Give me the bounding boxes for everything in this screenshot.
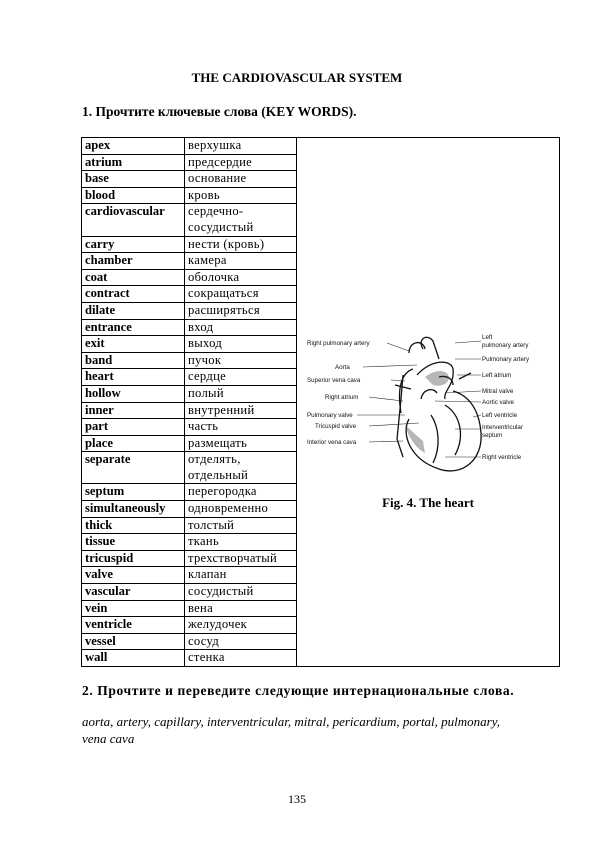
- translation-line: предсердие: [188, 154, 253, 169]
- label-left-atrium: Left atrium: [482, 371, 512, 379]
- russian-translation: [185, 171, 297, 188]
- translation-line: нести (кровь): [188, 236, 265, 251]
- english-term: contract: [82, 286, 185, 303]
- russian-translation: [185, 517, 297, 534]
- figure-labels-left: [307, 340, 370, 446]
- english-term: wall: [82, 650, 185, 667]
- translation-line: верхушка: [188, 138, 242, 152]
- english-term: apex: [82, 138, 185, 155]
- translation-line: пучок: [188, 352, 222, 367]
- english-term: tricuspid: [82, 550, 185, 567]
- translation-line: трехстворчатый: [188, 550, 278, 565]
- translation-line: перегородка: [188, 484, 257, 499]
- international-words: aorta, artery, capillary, interventricular, mitral, pericardium, portal, pulmonary, vena cava: [82, 714, 501, 746]
- translation-line: одновременно: [188, 501, 269, 516]
- english-term: thick: [82, 517, 185, 534]
- figure-caption: Fig. 4. The heart: [382, 494, 474, 510]
- english-term: chamber: [82, 253, 185, 270]
- translation-line: сердце: [188, 369, 227, 384]
- english-term: valve: [82, 567, 185, 584]
- russian-translation: [185, 419, 297, 436]
- english-term: tissue: [82, 534, 185, 551]
- english-term: band: [82, 352, 185, 369]
- english-term: carry: [82, 236, 185, 253]
- russian-translation: [185, 501, 297, 518]
- translation-line: клапан: [188, 567, 227, 582]
- label-aorta: Aorta: [335, 363, 350, 371]
- russian-translation: [185, 319, 297, 336]
- translation-line: кровь: [188, 187, 220, 202]
- label-right-pulmonary-artery: Right pulmonary artery: [307, 339, 370, 347]
- heart-drawing: [395, 337, 481, 471]
- figure-cell: [297, 138, 560, 667]
- translation-line: сердечно-: [188, 204, 244, 219]
- translation-line: оболочка: [188, 269, 240, 284]
- english-term: entrance: [82, 319, 185, 336]
- russian-translation: [185, 187, 297, 204]
- english-term: cardiovascular: [82, 204, 185, 236]
- label-pulmonary-artery: Pulmonary artery: [482, 355, 530, 363]
- russian-translation: [185, 138, 297, 155]
- russian-translation: [185, 204, 297, 236]
- label-superior-vena-cava: Superior vena cava: [307, 376, 361, 384]
- translation-line: стенка: [188, 650, 225, 665]
- russian-translation: [185, 435, 297, 452]
- translation-line: вена: [188, 600, 213, 615]
- english-term: vessel: [82, 633, 185, 650]
- english-term: coat: [82, 269, 185, 286]
- label-right-atrium: Right atrium: [325, 393, 359, 401]
- english-term: heart: [82, 369, 185, 386]
- english-term: inner: [82, 402, 185, 419]
- heart-diagram: [305, 329, 555, 479]
- heart-shading: [405, 371, 449, 453]
- page-number: 135: [288, 792, 306, 806]
- english-term: separate: [82, 452, 185, 484]
- translation-line: сосудистый: [188, 584, 254, 599]
- russian-translation: [185, 550, 297, 567]
- english-term: ventricle: [82, 617, 185, 634]
- english-term: place: [82, 435, 185, 452]
- translation-line: толстый: [188, 517, 235, 532]
- english-term: septum: [82, 484, 185, 501]
- label-mitral-valve: Mitral valve: [482, 387, 514, 395]
- translation-line: сосудистый: [188, 219, 254, 234]
- russian-translation: [185, 253, 297, 270]
- russian-translation: [185, 484, 297, 501]
- russian-translation: [185, 269, 297, 286]
- translation-line: отдельный: [188, 467, 249, 482]
- heart-figure: [297, 139, 559, 666]
- russian-translation: [185, 584, 297, 601]
- label-pulmonary-valve: Pulmonary valve: [307, 411, 353, 419]
- section-1-heading: 1. Прочтите ключевые слова (KEY WORDS).: [82, 104, 357, 119]
- english-term: hollow: [82, 385, 185, 402]
- label-left-pulmonary-artery-line1: Left: [482, 333, 493, 341]
- section-2-heading: 2. Прочтите и переведите следующие интернациональные слова.: [82, 683, 515, 698]
- russian-translation: [185, 650, 297, 667]
- russian-translation: [185, 236, 297, 253]
- vocabulary-row: [82, 138, 560, 155]
- translation-line: выход: [188, 336, 223, 351]
- label-aortic-valve: Aortic valve: [482, 398, 514, 406]
- english-term: dilate: [82, 302, 185, 319]
- english-term: atrium: [82, 154, 185, 171]
- english-term: simultaneously: [82, 501, 185, 518]
- label-septum: septum: [482, 431, 503, 439]
- vocabulary-table: [81, 137, 560, 667]
- label-interventricular: Interventricular: [482, 423, 523, 431]
- russian-translation: [185, 336, 297, 353]
- translation-line: полый: [188, 385, 224, 400]
- translation-line: вход: [188, 319, 214, 334]
- russian-translation: [185, 385, 297, 402]
- page-title: THE CARDIOVASCULAR SYSTEM: [191, 70, 403, 85]
- english-term: base: [82, 171, 185, 188]
- russian-translation: [185, 369, 297, 386]
- label-left-pulmonary-artery-line2: pulmonary artery: [482, 341, 529, 349]
- translation-line: отделять,: [188, 452, 241, 467]
- label-right-ventricle: Right ventricle: [482, 453, 522, 461]
- translation-line: размещать: [188, 435, 248, 450]
- english-term: part: [82, 419, 185, 436]
- russian-translation: [185, 286, 297, 303]
- translation-line: сокращаться: [188, 286, 259, 301]
- english-term: blood: [82, 187, 185, 204]
- english-term: vein: [82, 600, 185, 617]
- translation-line: желудочек: [188, 617, 248, 632]
- label-tricuspid-valve: Tricuspid valve: [315, 422, 357, 430]
- translation-line: камера: [188, 253, 227, 268]
- label-interior-vena-cava: Interior vena cava: [307, 438, 357, 446]
- label-left-ventricle: Left ventricle: [482, 411, 518, 419]
- translation-line: часть: [188, 419, 219, 434]
- figure-labels-right: [482, 334, 530, 461]
- russian-translation: [185, 402, 297, 419]
- russian-translation: [185, 633, 297, 650]
- russian-translation: [185, 452, 297, 484]
- russian-translation: [185, 534, 297, 551]
- translation-line: ткань: [188, 534, 220, 549]
- russian-translation: [185, 567, 297, 584]
- russian-translation: [185, 302, 297, 319]
- translation-line: сосуд: [188, 633, 220, 648]
- translation-line: основание: [188, 171, 247, 186]
- russian-translation: [185, 154, 297, 171]
- russian-translation: [185, 352, 297, 369]
- translation-line: внутренний: [188, 402, 255, 417]
- english-term: exit: [82, 336, 185, 353]
- russian-translation: [185, 600, 297, 617]
- russian-translation: [185, 617, 297, 634]
- translation-line: расширяться: [188, 302, 260, 317]
- english-term: vascular: [82, 584, 185, 601]
